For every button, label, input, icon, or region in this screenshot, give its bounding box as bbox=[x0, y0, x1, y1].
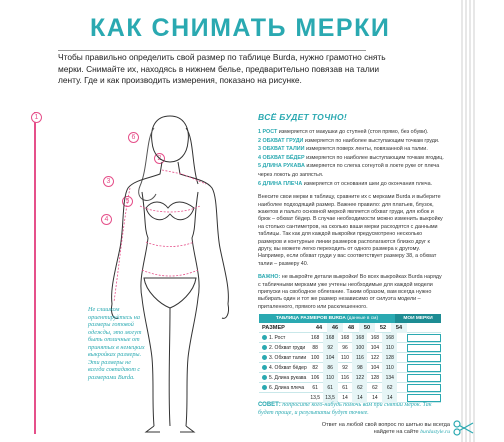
scissors-icon bbox=[452, 420, 474, 436]
intro-text: Чтобы правильно определить свой размер по таблице Burda, нужно грамотно снять мерки. Снимайте их, находясь в нижнем белье, предварительно повязав на талии ленту. Где и как производить измерения, показано на рисунке. bbox=[58, 52, 386, 85]
measure-item: 6 ДЛИНА ПЛЕЧА измеряется от основания шеи до окончания плеча. bbox=[258, 180, 433, 187]
table-row: 3. Обхват талии 100 104 110 116 122 128 bbox=[259, 353, 441, 363]
marker-4: 4 bbox=[101, 214, 112, 225]
my-measure-input[interactable] bbox=[407, 334, 441, 342]
table-row: РАЗМЕР 44 46 48 50 52 54 bbox=[259, 323, 441, 333]
my-measure-input[interactable] bbox=[407, 344, 441, 352]
marker-5: 5 bbox=[122, 196, 133, 207]
table-row: 5. Длина рукава 106 110 116 122 128 134 bbox=[259, 373, 441, 383]
measure-item: 5 ДЛИНА РУКАВА измеряется по слегка согнутой в локте руке от плеча через локоть до запястья. bbox=[258, 163, 440, 178]
decorative-corner bbox=[442, 0, 504, 442]
table-row: 6. Длина плеча 61 61 61 62 62 62 bbox=[259, 383, 441, 393]
divider bbox=[58, 50, 366, 51]
my-measures-header: МОИ МЕРКИ bbox=[395, 314, 441, 323]
table-row: 13,5 13,5 14 14 14 14 bbox=[259, 393, 441, 403]
instructions-column bbox=[258, 112, 444, 311]
marker-1: 1 bbox=[31, 112, 42, 123]
figure-illustration bbox=[90, 108, 245, 436]
size-table bbox=[259, 314, 441, 403]
side-note: Не слишком ориентируйтесь на размеры готовой одежды, это могут быть отличные от принятых в немецких выкройках размеры. Эти размеры не всегда совпадают с размерами Burda. bbox=[88, 306, 145, 381]
my-measure-input[interactable] bbox=[407, 364, 441, 372]
page-title: КАК СНИМАТЬ МЕРКИ bbox=[90, 14, 391, 42]
table-row: 2. Обхват груди 88 92 96 100 104 110 bbox=[259, 343, 441, 353]
table-header: ТАБЛИЦА РАЗМЕРОВ BURDA (данные в см) МОИ МЕРКИ bbox=[259, 314, 441, 323]
table-row: 4. Обхват бёдер 82 86 92 98 104 110 bbox=[259, 363, 441, 373]
measure-item: 1 РОСТ измеряется от макушки до ступней (стоя прямо, без обуви). bbox=[258, 129, 429, 135]
my-measure-input[interactable] bbox=[407, 354, 441, 362]
table-row: 1. Рост 168 168 168 168 168 168 bbox=[259, 333, 441, 343]
important-paragraph: ВАЖНО: не выкройте детали выкройки! Во всех выкройках Burda наряду с табличными мерками уже учтены необходимые для каждой модели припуски на свободное облегание. Таким образом, вам всегда нужно выбирать один и тот же размер независимо от силуэта модели – приталенного, прямого или расклешенного. bbox=[258, 274, 442, 310]
section-subtitle: ВСЁ БУДЕТ ТОЧНО! bbox=[258, 112, 347, 122]
my-measure-input[interactable] bbox=[407, 374, 441, 382]
site-link[interactable]: burdastyle.ru bbox=[420, 429, 450, 435]
body-paragraph: Внесите свои мерки в таблицу, сравните их с мерками Burda и выберите наиболее подходящий размер. Важнее правило: для платьев, блузок, жакетов и пальто основной меркой является обхват груди, для юбок и брюк – обхват бёдер. В случае необходимости можно изменить выкройку на столько сантиметров, на сколько ваши мерки расходятся с данными таблицы. Так как для каждой выкройки предусмотрено несколько размеров и контурные линии размеров располагаются близко друг к другу, вы можете легко переходить от одного размера к другому. Например, если обхват груди у вас соответствует размеру 38, а обхват талии – размеру 40. bbox=[258, 194, 443, 267]
height-measure-line bbox=[34, 112, 36, 434]
measure-item: 2 ОБХВАТ ГРУДИ измеряется по наиболее выступающим точкам груди. bbox=[258, 137, 440, 144]
advice-note: СОВЕТ: попросите кого-нибудь помочь вам при снятии мерок. Так будет проще, и результаты будут точнее. bbox=[258, 402, 432, 416]
my-measure-input[interactable] bbox=[407, 384, 441, 392]
marker-3: 3 bbox=[103, 176, 114, 187]
footer-text: Ответ на любой свой вопрос по шитью вы всегда найдете на сайте burdastyle.ru bbox=[321, 422, 450, 435]
marker-6: 6 bbox=[128, 132, 139, 143]
marker-2: 2 bbox=[154, 153, 165, 164]
my-measure-input[interactable] bbox=[407, 394, 441, 402]
measure-item: 3 ОБХВАТ ТАЛИИ измеряется поверх ленты, повязанной на талии. bbox=[258, 146, 428, 153]
measure-item: 4 ОБХВАТ БЁДЕР измеряется по наиболее выступающим точкам ягодиц. bbox=[258, 154, 444, 161]
